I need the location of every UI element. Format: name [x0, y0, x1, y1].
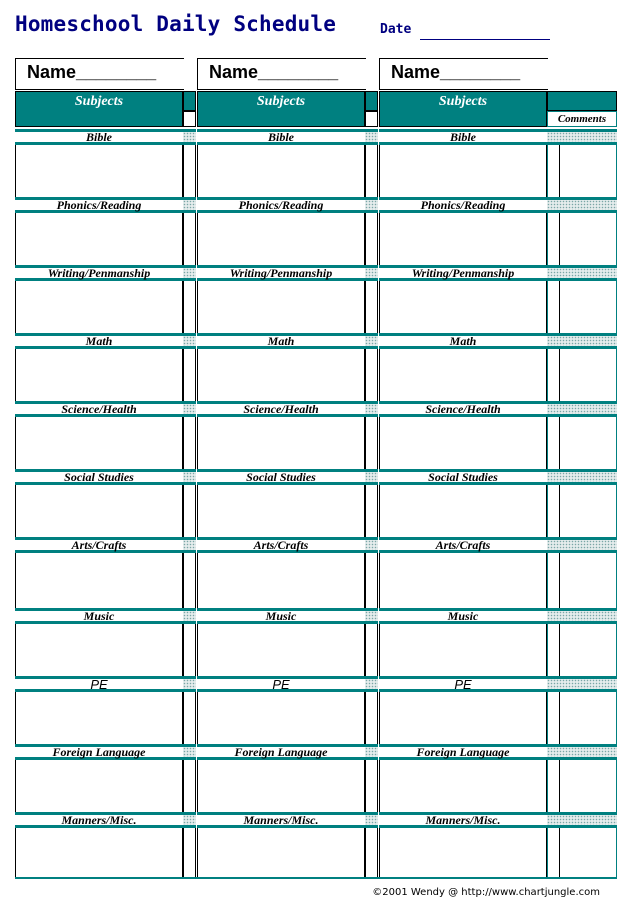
check-box-cell[interactable]: [365, 692, 378, 744]
check-box-cell[interactable]: [183, 417, 196, 469]
subject-entry-cell[interactable]: [379, 281, 547, 333]
check-cell-shaded: [183, 265, 196, 281]
check-box-cell[interactable]: [365, 760, 378, 812]
subject-entry-cell[interactable]: [15, 692, 183, 744]
check-column-subheader: [183, 111, 196, 127]
comments-cell-shaded: [547, 608, 617, 624]
comments-cell-shaded: [547, 744, 617, 760]
subject-entry-cell[interactable]: [197, 213, 365, 265]
name-field[interactable]: [379, 58, 548, 90]
subject-label: Bible: [379, 129, 547, 145]
subject-entry-cell[interactable]: [379, 145, 547, 197]
subject-label: Social Studies: [379, 469, 547, 485]
subjects-header: [379, 91, 547, 127]
check-cell-shaded: [365, 265, 378, 281]
subject-label: Phonics/Reading: [197, 197, 365, 213]
date-label: Date: [380, 22, 412, 37]
comments-entry-cell[interactable]: [547, 828, 617, 880]
check-cell-shaded: [365, 129, 378, 145]
check-box-cell[interactable]: [365, 553, 378, 608]
subject-entry-cell[interactable]: [379, 213, 547, 265]
comments-cell-shaded: [547, 265, 617, 281]
comments-entry-cell[interactable]: [547, 485, 617, 537]
page-title: Homeschool Daily Schedule: [15, 12, 337, 36]
subject-entry-cell[interactable]: [197, 417, 365, 469]
subject-entry-cell[interactable]: [197, 145, 365, 197]
check-box-cell[interactable]: [183, 145, 196, 197]
subject-label: Math: [379, 333, 547, 349]
subject-label: Writing/Penmanship: [197, 265, 365, 281]
subject-entry-cell[interactable]: [15, 281, 183, 333]
check-cell-shaded: [365, 744, 378, 760]
comments-entry-cell[interactable]: [547, 692, 617, 744]
subject-label: Manners/Misc.: [379, 812, 547, 828]
grid-bottom-rule: [15, 877, 617, 879]
comments-cell-shaded: [547, 469, 617, 485]
subject-label: Social Studies: [197, 469, 365, 485]
subject-label: Manners/Misc.: [15, 812, 183, 828]
subjects-header-label: Subjects: [438, 94, 488, 109]
subject-label: Arts/Crafts: [197, 537, 365, 553]
subject-label: PE: [379, 676, 547, 692]
subject-entry-cell[interactable]: [197, 624, 365, 676]
subject-entry-cell[interactable]: [379, 828, 547, 880]
check-cell-shaded: [365, 608, 378, 624]
check-cell-shaded: [365, 676, 378, 692]
subject-label: Arts/Crafts: [15, 537, 183, 553]
check-box-cell[interactable]: [183, 692, 196, 744]
subject-entry-cell[interactable]: [379, 349, 547, 401]
comments-label: Comments: [547, 111, 617, 127]
subject-label: Bible: [197, 129, 365, 145]
subject-label: Phonics/Reading: [379, 197, 547, 213]
subject-entry-cell[interactable]: [379, 624, 547, 676]
subject-entry-cell[interactable]: [197, 760, 365, 812]
copyright-footer: ©2001 Wendy @ http://www.chartjungle.com: [372, 887, 600, 898]
subject-label: Foreign Language: [379, 744, 547, 760]
subject-label: Foreign Language: [197, 744, 365, 760]
comments-entry-cell[interactable]: [547, 417, 617, 469]
subjects-header-label: Subjects: [256, 94, 306, 109]
subject-label: PE: [15, 676, 183, 692]
subject-entry-cell[interactable]: [15, 553, 183, 608]
date-field-line[interactable]: [420, 39, 550, 40]
subject-entry-cell[interactable]: [15, 417, 183, 469]
subject-entry-cell[interactable]: [15, 624, 183, 676]
check-box-cell[interactable]: [183, 485, 196, 537]
subject-label: Music: [197, 608, 365, 624]
subjects-header: [197, 91, 365, 127]
subject-entry-cell[interactable]: [379, 760, 547, 812]
check-box-cell[interactable]: [365, 417, 378, 469]
subjects-header: [15, 91, 183, 127]
subject-label: Foreign Language: [15, 744, 183, 760]
subject-entry-cell[interactable]: [197, 828, 365, 880]
comments-cell-shaded: [547, 129, 617, 145]
subject-entry-cell[interactable]: [379, 692, 547, 744]
check-box-cell[interactable]: [365, 213, 378, 265]
check-cell-shaded: [183, 744, 196, 760]
check-box-cell[interactable]: [365, 145, 378, 197]
check-box-cell[interactable]: [183, 760, 196, 812]
check-box-cell[interactable]: [365, 624, 378, 676]
check-box-cell[interactable]: [365, 349, 378, 401]
comments-entry-cell[interactable]: [547, 760, 617, 812]
subject-label: Bible: [15, 129, 183, 145]
subject-entry-cell[interactable]: [379, 417, 547, 469]
check-cell-shaded: [183, 129, 196, 145]
check-cell-shaded: [365, 812, 378, 828]
subjects-header-label: Subjects: [74, 94, 124, 109]
subject-entry-cell[interactable]: [15, 145, 183, 197]
subject-entry-cell[interactable]: [197, 349, 365, 401]
check-cell-shaded: [365, 401, 378, 417]
comments-cell-shaded: [547, 537, 617, 553]
comments-entry-cell[interactable]: [547, 213, 617, 265]
subject-label: Music: [379, 608, 547, 624]
check-cell-shaded: [183, 469, 196, 485]
subject-entry-cell[interactable]: [15, 485, 183, 537]
name-label: Name________: [209, 62, 339, 82]
subject-label: Manners/Misc.: [197, 812, 365, 828]
check-box-cell[interactable]: [183, 828, 196, 880]
check-column-subheader: [365, 111, 378, 127]
check-cell-shaded: [183, 401, 196, 417]
subject-entry-cell[interactable]: [379, 553, 547, 608]
subject-entry-cell[interactable]: [197, 485, 365, 537]
comments-cell-shaded: [547, 401, 617, 417]
check-box-cell[interactable]: [183, 349, 196, 401]
check-cell-shaded: [183, 197, 196, 213]
check-cell-shaded: [365, 333, 378, 349]
subject-entry-cell[interactable]: [197, 553, 365, 608]
check-box-cell[interactable]: [365, 281, 378, 333]
check-box-cell[interactable]: [183, 553, 196, 608]
subject-label: Science/Health: [379, 401, 547, 417]
check-cell-shaded: [183, 812, 196, 828]
subject-label: Math: [15, 333, 183, 349]
subject-label: Social Studies: [15, 469, 183, 485]
subject-entry-cell[interactable]: [197, 692, 365, 744]
comments-cell-shaded: [547, 676, 617, 692]
comments-cell-shaded: [547, 812, 617, 828]
comments-entry-cell[interactable]: [547, 553, 617, 608]
subject-label: Phonics/Reading: [15, 197, 183, 213]
subject-entry-cell[interactable]: [15, 349, 183, 401]
subject-label: Writing/Penmanship: [15, 265, 183, 281]
comments-entry-cell[interactable]: [547, 624, 617, 676]
check-column-header: [365, 91, 378, 111]
check-box-cell[interactable]: [183, 213, 196, 265]
comments-entry-cell[interactable]: [547, 349, 617, 401]
comments-cell-shaded: [547, 333, 617, 349]
subject-entry-cell[interactable]: [15, 213, 183, 265]
subject-label: Music: [15, 608, 183, 624]
check-cell-shaded: [183, 608, 196, 624]
comments-header: [547, 91, 617, 111]
subject-entry-cell[interactable]: [15, 760, 183, 812]
check-cell-shaded: [365, 537, 378, 553]
check-cell-shaded: [183, 676, 196, 692]
name-field[interactable]: [197, 58, 366, 90]
check-box-cell[interactable]: [365, 828, 378, 880]
subject-entry-cell[interactable]: [379, 485, 547, 537]
check-cell-shaded: [183, 333, 196, 349]
subject-label: Science/Health: [197, 401, 365, 417]
check-box-cell[interactable]: [183, 624, 196, 676]
check-cell-shaded: [365, 469, 378, 485]
comments-entry-cell[interactable]: [547, 145, 617, 197]
check-box-cell[interactable]: [183, 281, 196, 333]
subject-label: Arts/Crafts: [379, 537, 547, 553]
subject-label: Science/Health: [15, 401, 183, 417]
subject-label: Math: [197, 333, 365, 349]
name-label: Name________: [27, 62, 157, 82]
check-column-header: [183, 91, 196, 111]
subject-entry-cell[interactable]: [197, 281, 365, 333]
name-field[interactable]: [15, 58, 184, 90]
check-cell-shaded: [183, 537, 196, 553]
subject-entry-cell[interactable]: [15, 828, 183, 880]
subject-label: Writing/Penmanship: [379, 265, 547, 281]
check-box-cell[interactable]: [365, 485, 378, 537]
name-label: Name________: [391, 62, 521, 82]
comments-cell-shaded: [547, 197, 617, 213]
check-cell-shaded: [365, 197, 378, 213]
subject-label: PE: [197, 676, 365, 692]
comments-entry-cell[interactable]: [547, 281, 617, 333]
